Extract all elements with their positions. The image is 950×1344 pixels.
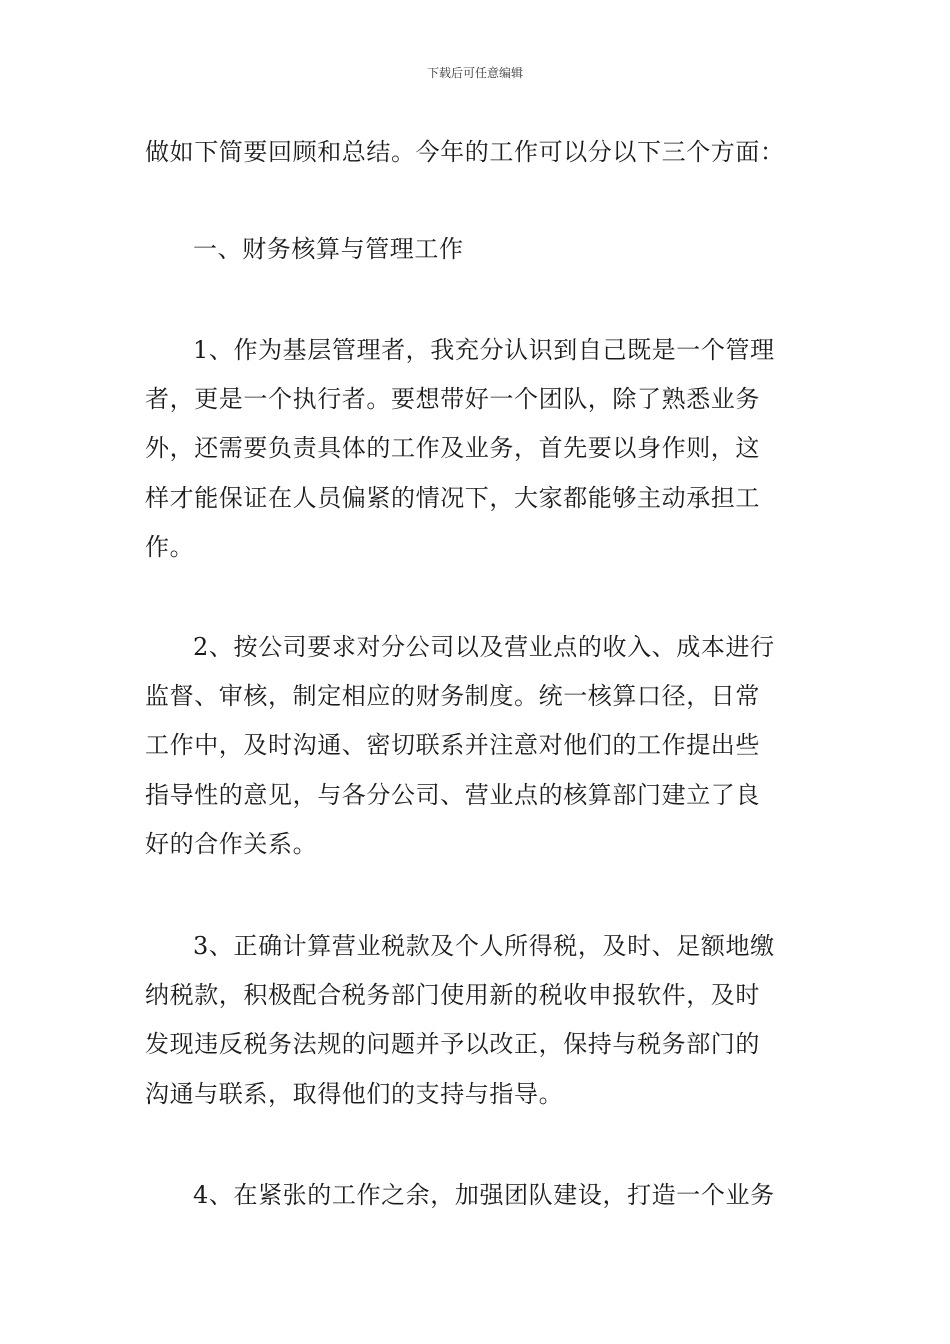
paragraph-2-line: 监督、审核，制定相应的财务制度。统一核算口径，日常 bbox=[145, 682, 760, 710]
paragraph-2-line: 工作中，及时沟通、密切联系并注意对他们的工作提出些 bbox=[145, 731, 760, 759]
page-header: 下载后可任意编辑 bbox=[426, 66, 523, 80]
paragraph-1-line: 1、作为基层管理者，我充分认识到自己既是一个管理 bbox=[193, 336, 775, 364]
text-line: 做如下简要回顾和总结。今年的工作可以分以下三个方面： bbox=[145, 138, 785, 166]
section-heading: 一、财务核算与管理工作 bbox=[193, 235, 464, 263]
paragraph-2-line: 指导性的意见，与各分公司、营业点的核算部门建立了良 bbox=[145, 781, 760, 809]
paragraph-4-line: 4、在紧张的工作之余，加强团队建设，打造一个业务 bbox=[193, 1181, 775, 1209]
paragraph-3-line: 3、正确计算营业税款及个人所得税，及时、足额地缴 bbox=[193, 932, 775, 960]
paragraph-3-line: 纳税款，积极配合税务部门使用新的税收申报软件，及时 bbox=[145, 981, 760, 1009]
paragraph-2-line: 好的合作关系。 bbox=[145, 830, 318, 858]
paragraph-1-line: 者，更是一个执行者。要想带好一个团队，除了熟悉业务 bbox=[145, 385, 760, 413]
paragraph-2-line: 2、按公司要求对分公司以及营业点的收入、成本进行 bbox=[193, 633, 775, 661]
paragraph-1-line: 外，还需要负责具体的工作及业务，首先要以身作则，这 bbox=[145, 434, 760, 462]
paragraph-1-line: 作。 bbox=[145, 533, 195, 561]
paragraph-3-line: 发现违反税务法规的问题并予以改正，保持与税务部门的 bbox=[145, 1030, 760, 1058]
paragraph-3-line: 沟通与联系，取得他们的支持与指导。 bbox=[145, 1080, 564, 1108]
paragraph-1-line: 样才能保证在人员偏紧的情况下，大家都能够主动承担工 bbox=[145, 484, 760, 512]
